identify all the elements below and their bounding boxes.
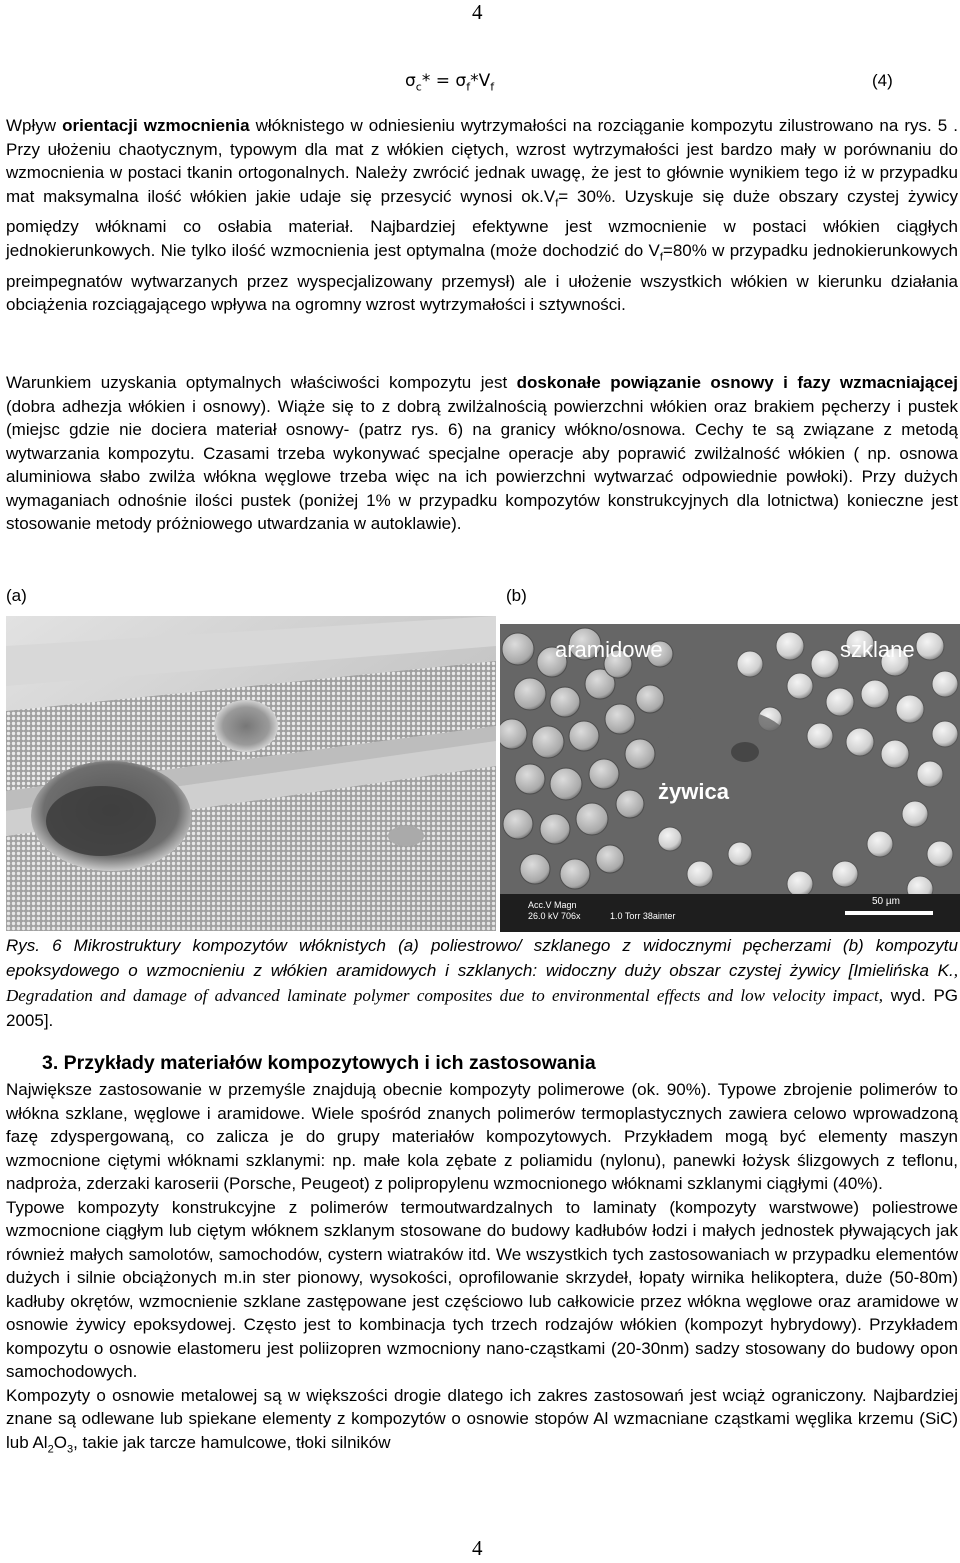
equation-number: (4) bbox=[872, 71, 893, 90]
figure-caption: Rys. 6 Mikrostruktury kompozytów włóknistych (a) poliestrowo/ szklanego z widocznymi pęcherzami (b) kompozytu epoksydowego o wzmocnieniu z włókien aramidowych i szklanych: widoczny duży obszar czystej żywicy [Imielińska K., Degradation and damage of advanced laminate polymer composites due to environmental effects and low velocity impact, wyd. PG 2005]. bbox=[6, 936, 959, 1030]
page-number-top: 4 bbox=[472, 0, 483, 24]
sem-info-3: 1.0 Torr 38ainter bbox=[610, 911, 676, 921]
micrograph-a bbox=[6, 616, 496, 931]
micrograph-b bbox=[500, 624, 960, 932]
scale-bar bbox=[845, 911, 933, 915]
sem-info-2: 26.0 kV 706x bbox=[528, 911, 581, 921]
formula: $\sigma_c* = \sigma_f*V_f$ bbox=[405, 71, 495, 94]
sem-info-1: Acc.V Magn bbox=[528, 900, 577, 910]
section-paragraph-3: Kompozyty o osnowie metalowej są w większości drogie dlatego ich zakres zastosowań jest wciąż ograniczony. Najbardziej znane są odlewane lub spiekane elementy z kompozytów o osnowie stopów Al wzmacniane cząstkami węglika krzemu (SiC) lub $Al_2O_3$, takie jak tarcze hamulcowe, tłoki silników bbox=[6, 1385, 958, 1455]
scale-label: 50 µm bbox=[872, 896, 900, 907]
paragraph-orientation: Wpływ orientacji wzmocnienia włóknistego w odniesieniu wytrzymałości na rozciąganie kompozytu zilustrowano na rys. 5 . Przy ułożeniu chaotycznym, typowym dla mat z włókien ciętych, wzrost wytrzymałości jest bardzo mały w porównaniu do wzmocnienia w postaci tkanin ortogonalnych. Należy zwrócić jednak uwagę, że jest to głównie wynikiem tego iż w przypadku mat maksymalna ilość włókien jakie udaje się przesycić wynosi $ok.V_f= 30\%$. Uzyskuje się duże obszary czystej żywicy pomiędzy włóknami co osłabia materiał. Najbardziej efektywne jest wzmocnienie w postaci włókien ciągłych jednokierunkowych. Nie tylko ilość wzmocnienia jest optymalna (może dochodzić do $V_f=80\%$ w przypadku jednokierunkowych preimpegnatów wytwarzanych przez wyspecjalizowany przemysł) ale i ułożenie wszystkich włókien w kierunku działania obciążenia rozciągającego wpływa na ogromny wzrost wytrzymałości i sztywności. bbox=[6, 116, 959, 315]
paragraph-bonding: Warunkiem uzyskania optymalnych właściwości kompozytu jest doskonałe powiązanie osnowy i fazy wzmacniającej (dobra adhezja włókien i osnowy). Wiąże się to z dobrą zwilżalnością powierzchni włókien oraz brakiem pęcherzy i pustek (miejsc gdzie nie dociera materiał osnowy- (patrz rys. 6) na granicy włókno/osnowa. Cechy te są związane z metodą wytwarzania kompozytu. Czasami trzeba wykonywać specjalne operacje aby poprawić zwilżalność włókien ( np. osnowa aluminiowa słabo zwilża włókna węglowe trzeba więc na ich powierzchni wytwarzać odpowiednie powłoki). Przy dużych wymaganiach odnośnie ilości pustek (poniżej 1% w przypadku kompozytów konstrukcyjnych dla lotnictwa) konieczne jest stosowanie metody próżniowego utwardzania w autoklawie). bbox=[6, 373, 958, 533]
section-heading: 3. Przykłady materiałów kompozytowych i ich zastosowania bbox=[42, 1052, 596, 1074]
label-aramid: aramidowe bbox=[555, 637, 663, 662]
label-glass: szklane bbox=[840, 637, 915, 662]
section-paragraph-2: Typowe kompozyty konstrukcyjne z polimerów termoutwardzalnych to laminaty (kompozyty warstwowe) poliestrowe wzmocnione ciągłym lub ciętym włóknem szklanym stosowane do budowy kadłubów łodzi i małych jednostek pływających jak również małych samolotów, samochodów, cystern wiatraków itd. We wszystkich tych zastosowaniach w przypadku elementów dużych i silnie obciążonych m.in ster pionowy, wysokości, oprofilowanie skrzydeł, łopaty wirnika helikoptera, duże (50-80m) kadłuby okrętów, wzmocnienie szklane zastępowane jest częściowo lub całkowicie przez włókna węglowe oraz aramidowe w osnowie żywicy epoksydowej. Często jest to kombinacja tych trzech rodzajów włókien (kompozyt hybrydowy). Przykładem kompozytu o osnowie elastomeru jest poliizopren wzmocniony nano-cząstkami (20-30nm) sadzy stosowany do budowy opon samochodowych. bbox=[6, 1197, 958, 1381]
page-number-bottom: 4 bbox=[472, 1536, 483, 1560]
figure-label-b: (b) bbox=[506, 586, 527, 605]
label-resin: żywica bbox=[658, 779, 729, 804]
section-paragraph-1: Największe zastosowanie w przemyśle znajdują obecnie kompozyty polimerowe (ok. 90%). Typowe zbrojenie polimerów to włókna szklane, węglowe i aramidowe. Wiele spośród znanych polimerów termoplastycznych zawiera celowo wprowadzoną fazę zdyspergowaną, co zalicza je do grupy materiałów kompozytowych. Przykładem mogą być elementy maszyn wzmocnione ciętymi włóknami szklanymi: np. małe kola zębate z poliamidu (nylonu), panewki łożysk ślizgowych z teflonu, nadproża, zderzaki karoserii (Porsche, Peugeot) z polipropylenu wzmocnionego włóknami szklanymi ciągłymi (40%). bbox=[6, 1080, 958, 1193]
figure-label-a: (a) bbox=[6, 586, 27, 605]
section-body bbox=[6, 1078, 958, 1461]
